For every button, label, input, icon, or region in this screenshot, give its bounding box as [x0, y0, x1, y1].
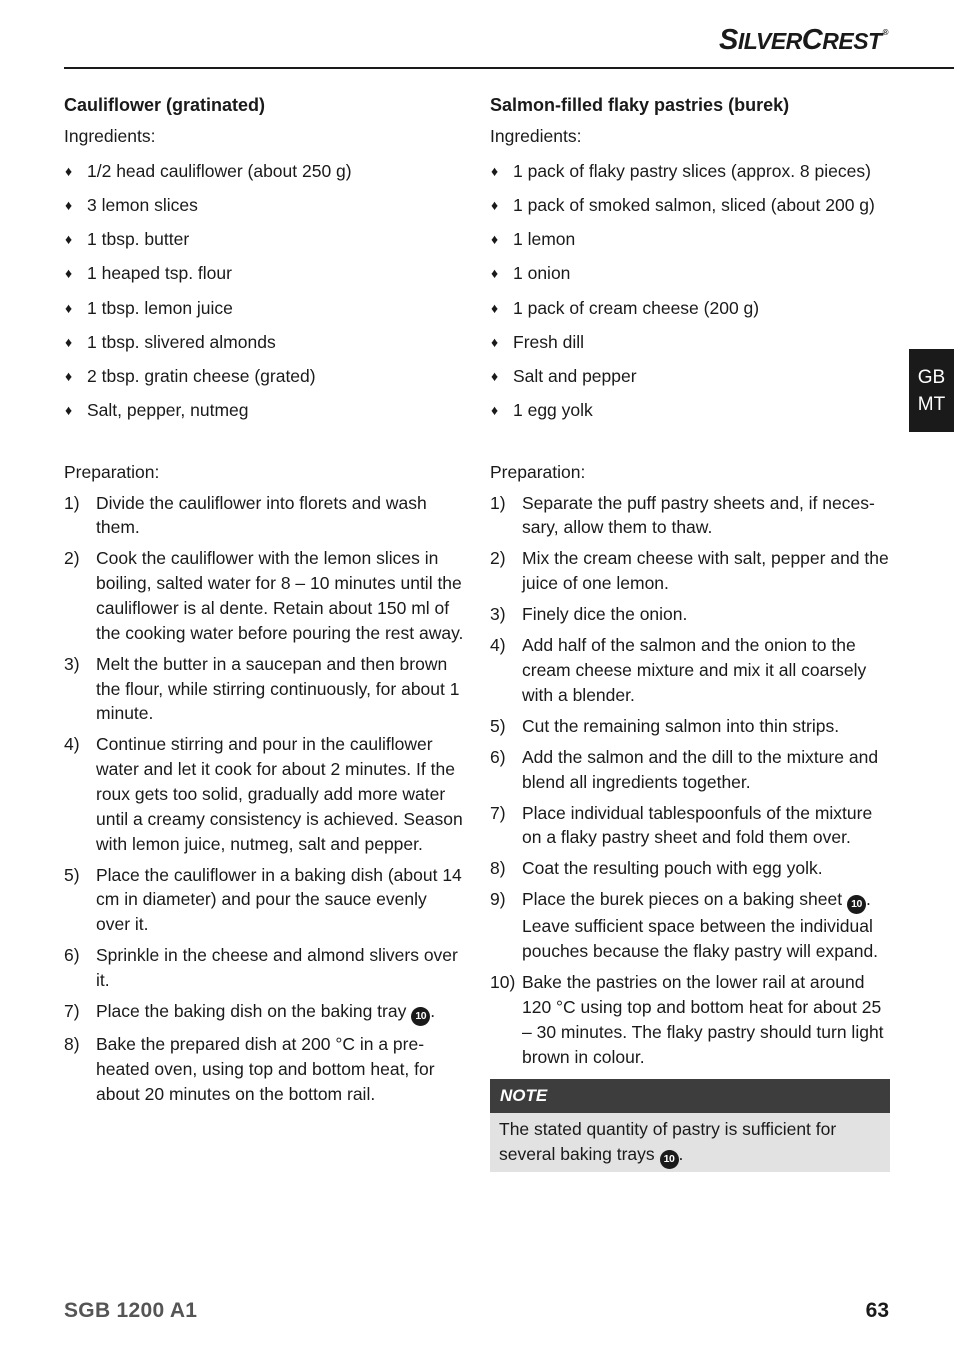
step-item: 8) Bake the prepared dish at 200 °C in a pre-heated oven, using top and bottom heat, for about 20 minutes on the bottom rail. [64, 1034, 435, 1104]
preparation-label: Preparation: [490, 462, 586, 483]
model-number: SGB 1200 A1 [64, 1299, 198, 1322]
recipe-burek [490, 92, 890, 1172]
step-item: 1) Separate the puff pastry sheets and, if neces-sary, allow them to thaw. [490, 492, 875, 538]
diamond-bullet-icon: ♦ [65, 333, 73, 350]
ingredient-item: ♦ 3 lemon slices [65, 194, 198, 215]
ingredients-list [490, 159, 890, 422]
preparation-steps [490, 491, 890, 1070]
part-number-badge: 10 [847, 895, 866, 914]
ingredient-item: ♦ 1 tbsp. lemon juice [65, 297, 233, 318]
preparation-steps [64, 491, 464, 1107]
ingredient-item: ♦ 1 onion [491, 263, 571, 284]
step-item: 5) Cut the remaining salmon into thin strips. [490, 715, 840, 736]
registered-mark: ® [882, 28, 888, 37]
step-item: 4) Add half of the salmon and the onion to the cream cheese mixture and mix it all coarsely with a blender. [490, 635, 867, 705]
ingredient-item: ♦ 2 tbsp. gratin cheese (grated) [65, 365, 316, 386]
ingredient-item: ♦ 1 tbsp. slivered almonds [65, 331, 276, 352]
ingredient-item: ♦ 1 tbsp. butter [65, 229, 190, 250]
ingredient-item: ♦ 1 pack of smoked salmon, sliced (about 200 g) [491, 194, 875, 215]
diamond-bullet-icon: ♦ [65, 162, 73, 179]
diamond-bullet-icon: ♦ [65, 367, 73, 384]
step-item: 9) Place the burek pieces on a baking sheet 10 . Leave sufficient space between the individual pouches because the flaky pastry will expand. [490, 889, 879, 962]
step-item: 3) Melt the butter in a saucepan and then brown the flour, while stirring continuously, for about 1 minute. [64, 653, 460, 724]
diamond-bullet-icon: ♦ [491, 367, 499, 384]
part-number-badge: 10 [411, 1007, 430, 1026]
step-item: 2) Cook the cauliflower with the lemon slices in boiling, salted water for 8 – 10 minutes until the cauliflower is al dente. Retain about 150 ml of the cooking water before pouring the rest away. [64, 548, 464, 643]
ingredient-item: ♦ 1/2 head cauliflower (about 250 g) [65, 160, 352, 181]
diamond-bullet-icon: ♦ [65, 231, 73, 248]
ingredient-item: ♦ 1 egg yolk [491, 400, 593, 421]
ingredients-label: Ingredients: [64, 126, 156, 146]
diamond-bullet-icon: ♦ [491, 196, 499, 213]
diamond-bullet-icon: ♦ [65, 402, 73, 419]
language-tab [909, 349, 954, 432]
ingredient-item: ♦ 1 heaped tsp. flour [65, 263, 232, 284]
step-item: 10) Bake the pastries on the lower rail at around 120 °C using top and bottom heat for about 25 – 30 minutes. The flaky pastry should turn light brown in colour. [490, 972, 884, 1067]
step-item: 6) Sprinkle in the cheese and almond slivers over it. [64, 945, 458, 990]
diamond-bullet-icon: ♦ [491, 299, 499, 316]
step-item: 6) Add the salmon and the dill to the mixture and blend all ingredients together. [490, 746, 879, 792]
recipe-title: Salmon-filled flaky pastries (burek) [490, 95, 790, 115]
diamond-bullet-icon: ♦ [65, 299, 73, 316]
ingredient-item: ♦ Fresh dill [491, 331, 584, 352]
step-item: 1) Divide the cauliflower into florets and wash them. [64, 492, 427, 538]
step-item: 7) Place individual tablespoonfuls of the mixture on a flaky pastry sheet and fold them over. [490, 802, 873, 848]
ingredients-label: Ingredients: [490, 126, 582, 146]
ingredient-item: ♦ Salt, pepper, nutmeg [65, 400, 249, 421]
step-item: 8) Coat the resulting pouch with egg yolk. [490, 858, 823, 879]
brand-logo [719, 24, 888, 57]
header-rule [64, 67, 954, 69]
diamond-bullet-icon: ♦ [491, 231, 499, 248]
recipe-title: Cauliflower (gratinated) [64, 95, 266, 115]
step-item: 5) Place the cauliflower in a baking dish (about 14 cm in diameter) and pour the sauce evenly over it. [64, 864, 462, 935]
diamond-bullet-icon: ♦ [491, 333, 499, 350]
ingredient-item: ♦ Salt and pepper [491, 365, 637, 386]
step-item: 2) Mix the cream cheese with salt, pepper and the juice of one lemon. [490, 548, 889, 594]
note-box [490, 1079, 890, 1172]
brand-logo-text: SILVERCREST [718, 24, 882, 56]
ingredient-item: ♦ 1 lemon [491, 229, 576, 250]
page-number: 63 [865, 1299, 889, 1322]
note-text: The stated quantity of pastry is sufficient for several baking trays 10 . [490, 1113, 890, 1172]
recipe-cauliflower [64, 92, 464, 1113]
part-number-badge: 10 [660, 1150, 679, 1169]
diamond-bullet-icon: ♦ [65, 196, 73, 213]
language-code-mt: MT [917, 394, 946, 415]
language-code-gb: GB [917, 367, 946, 388]
note-heading: NOTE [490, 1079, 890, 1113]
ingredient-item: ♦ 1 pack of flaky pastry slices (approx. 8 pieces) [491, 160, 871, 181]
diamond-bullet-icon: ♦ [491, 162, 499, 179]
diamond-bullet-icon: ♦ [65, 265, 73, 282]
step-item: 3) Finely dice the onion. [490, 604, 688, 625]
step-item: 7) Place the baking dish on the baking tray 10 . [64, 999, 464, 1026]
step-item: 4) Continue stirring and pour in the cauliflower water and let it cook for about 2 minutes. If the roux gets too solid, gradually add more water until a creamy consistency is achieved. Season with lemon juice, nutmeg, salt and pepper. [64, 734, 463, 854]
preparation-label: Preparation: [64, 462, 160, 483]
diamond-bullet-icon: ♦ [491, 402, 499, 419]
ingredient-item: ♦ 1 pack of cream cheese (200 g) [491, 297, 760, 318]
ingredients-list [64, 159, 464, 422]
diamond-bullet-icon: ♦ [491, 265, 499, 282]
